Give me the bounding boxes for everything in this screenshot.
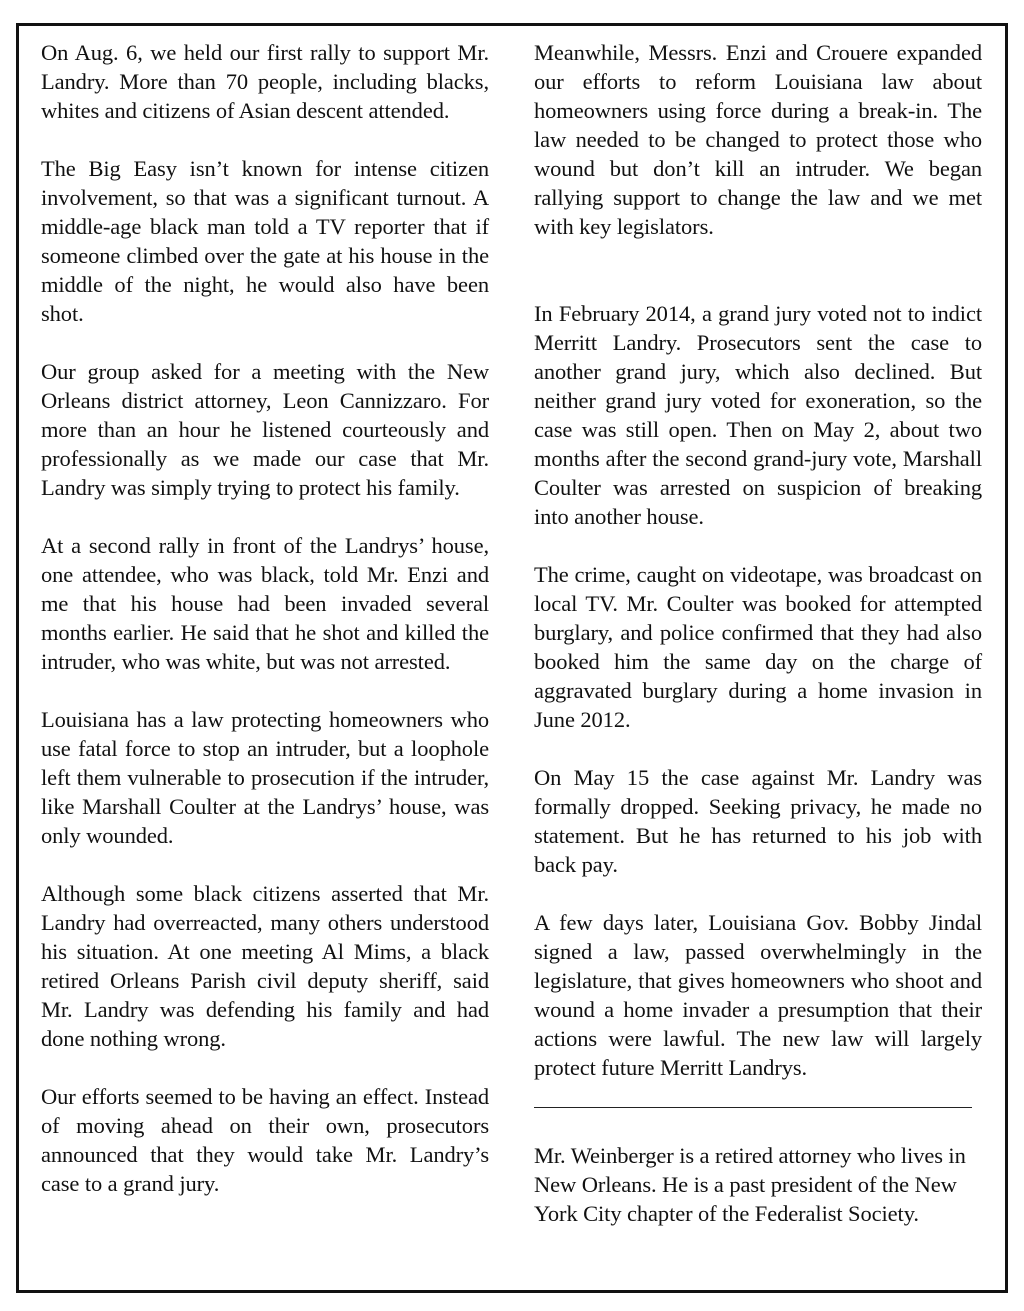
paragraph: Although some black citizens asserted that Mr. Landry had overreacted, many others understood his situation. At one meeting Al Mims, a black retired Orleans Parish civil deputy sheriff, said Mr. Landry was defending his family and had done nothing wrong. (41, 881, 489, 1051)
article-column-left (41, 38, 489, 1227)
article-column-right (534, 38, 982, 1257)
paragraph: Our efforts seemed to be having an effect. Instead of moving ahead on their own, prosecutors announced that they would take Mr. Landry’s case to a grand jury. (41, 1084, 489, 1196)
paragraph: Louisiana has a law protecting homeowners who use fatal force to stop an intruder, but a loophole left them vulnerable to prosecution if the intruder, like Marshall Coulter at the Landrys’ house, was only wounded. (41, 707, 489, 848)
paragraph: A few days later, Louisiana Gov. Bobby Jindal signed a law, passed overwhelmingly in the legislature, that gives homeowners who shoot and wound a home invader a presumption that their actions were lawful. The new law will largely protect future Merritt Landrys. (534, 910, 982, 1080)
paragraph: The Big Easy isn’t known for intense citizen involvement, so that was a significant turnout. A middle-age black man told a TV reporter that if someone climbed over the gate at his house in the middle of the night, he would also have been shot. (41, 156, 489, 326)
paragraph: On Aug. 6, we held our first rally to support Mr. Landry. More than 70 people, including blacks, whites and citizens of Asian descent attended. (41, 40, 489, 123)
paragraph: Our group asked for a meeting with the New Orleans district attorney, Leon Cannizzaro. For more than an hour he listened courteously and professionally as we made our case that Mr. Landry was simply trying to protect his family. (41, 359, 489, 500)
paragraph: The crime, caught on videotape, was broadcast on local TV. Mr. Coulter was booked for attempted burglary, and police confirmed that they had also booked him the same day on the charge of aggravated burglary during a home invasion in June 2012. (534, 562, 982, 732)
paragraph: Meanwhile, Messrs. Enzi and Crouere expanded our efforts to reform Louisiana law about homeowners using force during a break-in. The law needed to be changed to protect those who wound but don’t kill an intruder. We began rallying support to change the law and we met with key legislators. (534, 40, 982, 239)
article-frame (16, 23, 1008, 1293)
paragraph: On May 15 the case against Mr. Landry was formally dropped. Seeking privacy, he made no statement. But he has returned to his job with back pay. (534, 765, 982, 877)
author-bio: Mr. Weinberger is a retired attorney who lives in New Orleans. He is a past president of the New York City chapter of the Federalist Society. (534, 1143, 966, 1226)
divider-rule (534, 1107, 972, 1108)
paragraph: In February 2014, a grand jury voted not to indict Merritt Landry. Prosecutors sent the case to another grand jury, which also declined. But neither grand jury voted for exoneration, so the case was still open. Then on May 2, about two months after the second grand-jury vote, Marshall Coulter was arrested on suspicion of breaking into another house. (534, 301, 982, 529)
paragraph: At a second rally in front of the Landrys’ house, one attendee, who was black, told Mr. Enzi and me that his house had been invaded several months earlier. He said that he shot and killed the intruder, who was white, but was not arrested. (41, 533, 489, 674)
